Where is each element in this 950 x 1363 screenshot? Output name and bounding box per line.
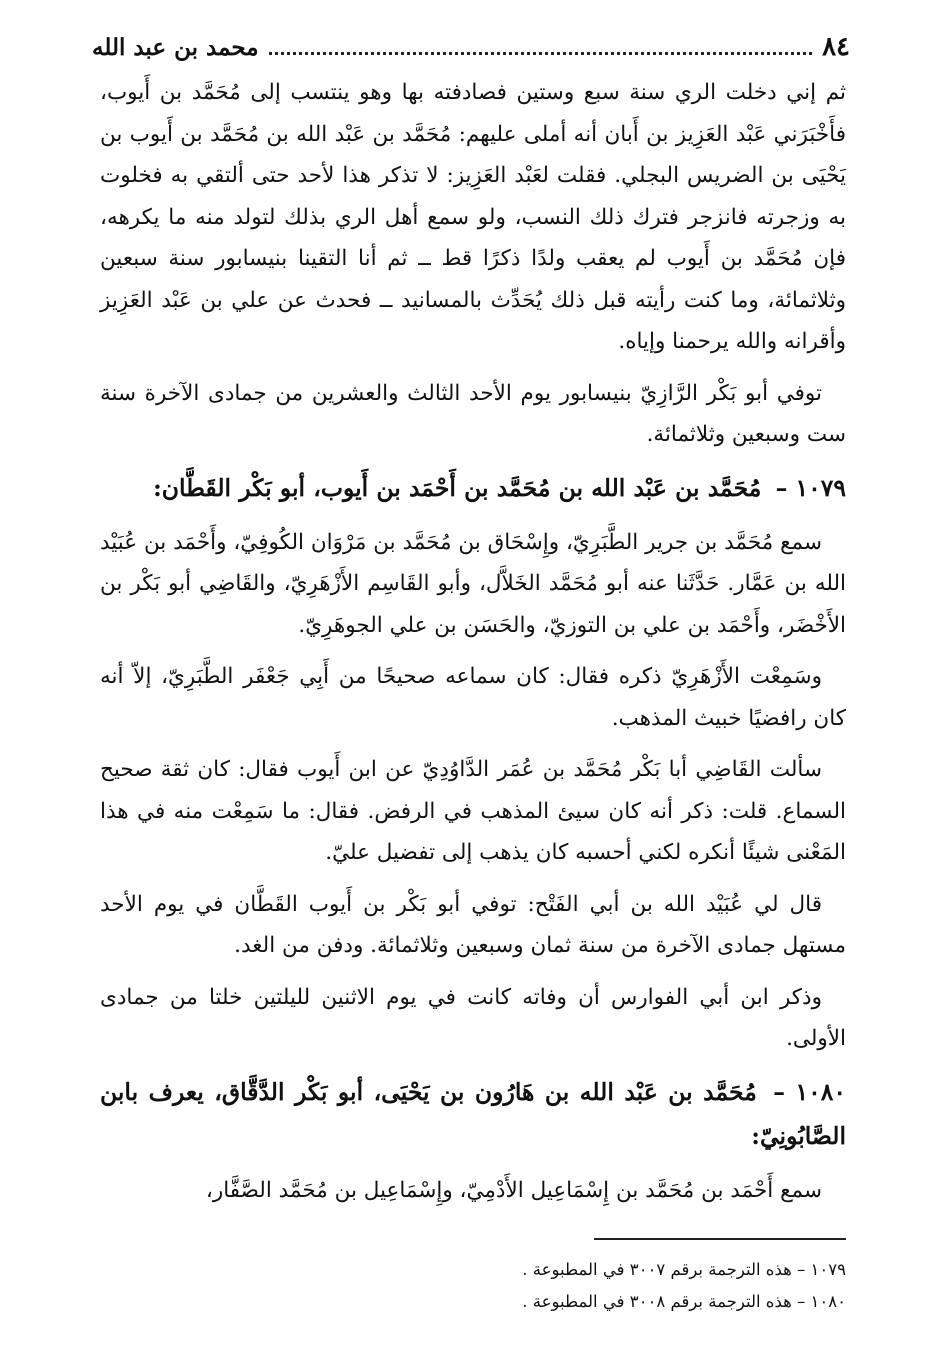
body-paragraph: وسَمِعْت الأَزْهَرِيّ ذكره فقال: كان سماعه صحيحًا من أَبِي جَعْفَر الطَّبَرِيّ، إلاّ أنه كان رافضيًا خبيث المذهب. <box>100 664 846 731</box>
entry-title: مُحَمَّد بن عَبْد الله بن مُحَمَّد بن أَحْمَد بن أَيوب، أبو بَكْر القَطَّان: <box>153 473 762 502</box>
page-body <box>100 72 846 1221</box>
body-paragraph: قال لي عُبَيْد الله بن أبي الفَتْح: توفي أبو بَكْر بن أَيوب القَطَّان في يوم الأحد مستهل جمادى الآخرة من سنة ثمان وسبعين وثلاثمائة. ودفن من الغد. <box>100 891 846 958</box>
body-paragraph: وذكر ابن أبي الفوارس أن وفاته كانت في يوم الاثنين لليلتين خلتا من جمادى الأولى. <box>100 984 846 1051</box>
page-number: ٨٤ <box>822 32 850 62</box>
footnotes <box>500 1254 846 1318</box>
entry-title: مُحَمَّد بن عَبْد الله بن هَارُون بن يَحْيَى، أبو بَكْر الدَّقَّاق، يعرف بابن الصَّابُونِيّ: <box>100 1077 846 1150</box>
entry-heading-1080 <box>100 1070 846 1158</box>
body-paragraph: ثم إني دخلت الري سنة سبع وستين فصادفته بها وهو ينتسب إلى مُحَمَّد بن أَيوب، فأَخْبَرَني عَبْد العَزِيز بن أَبان أنه أملى عليهم: مُحَمَّد بن عَبْد الله بن مُحَمَّد بن أَيوب بن يَحْيَى بن الضريس البجلي. فقلت لعَبْد العَزِيز: لا تذكر هذا لأحد حتى ألتقي به فخلوت به وزجرته فانزجر فترك ذلك النسب، ولو سمع أهل الري بذلك لتولد منه ما يكرهه، فإن مُحَمَّد بن أَيوب لم يعقب ولدًا ذكرًا قط ــ ثم أنا التقينا بنيسابور سنة سبعين وثلاثمائة، وما كنت رأيته قبل ذلك يُحَدِّث بالمسانيد ــ فحدث عن علي بن عَبْد العَزِيز وأقرانه والله يرحمنا وإياه. <box>100 80 846 354</box>
page-header <box>92 30 850 64</box>
body-paragraph: توفي أبو بَكْر الرَّازِيّ بنيسابور يوم الأحد الثالث والعشرين من جمادى الآخرة سنة ست وسبعين وثلاثمائة. <box>100 380 846 447</box>
footnote: ١٠٨٠ – هذه الترجمة برقم ٣٠٠٨ في المطبوعة . <box>522 1292 846 1311</box>
header-dotted-leader <box>269 40 813 55</box>
entry-number: ١٠٨٠ – <box>773 1077 846 1106</box>
body-paragraph: سمع أَحْمَد بن مُحَمَّد بن إِسْمَاعِيل الأَدْمِيّ، وإِسْمَاعِيل بن مُحَمَّد الصَّفَّار، <box>205 1177 822 1203</box>
footnote-separator <box>594 1238 846 1240</box>
footnote: ١٠٧٩ – هذه الترجمة برقم ٣٠٠٧ في المطبوعة . <box>522 1260 846 1279</box>
entry-number: ١٠٧٩ – <box>775 473 846 502</box>
entry-heading-1079 <box>100 466 846 510</box>
body-paragraph: سألت القَاضِي أبا بَكْر مُحَمَّد بن عُمَر الدَّاوُدِيّ عن ابن أَيوب فقال: كان ثقة صحيح السماع. قلت: ذكر أنه كان سيئ المذهب في الرفض. فقال: ما سَمِعْت منه في هذا المَعْنى شيئًا أنكره لكني أحسبه كان يذهب إلى تفضيل عليّ. <box>100 757 846 865</box>
body-paragraph: سمع مُحَمَّد بن جرير الطَّبَرِيّ، وإِسْحَاق بن مُحَمَّد بن مَرْوَان الكُوفِيّ، وأَحْمَد بن عُبَيْد الله بن عَمَّار. حَدَّثَنا عنه أبو مُحَمَّد الخَلاَّل، وأبو القَاسِم الأَزْهَرِيّ، والقَاضِي أبو بَكْر بن الأَخْضَر، وأَحْمَد بن علي بن التوزيّ، والحَسَن بن علي الجوهَرِيّ. <box>100 529 846 638</box>
running-title: محمد بن عبد الله <box>92 33 259 61</box>
